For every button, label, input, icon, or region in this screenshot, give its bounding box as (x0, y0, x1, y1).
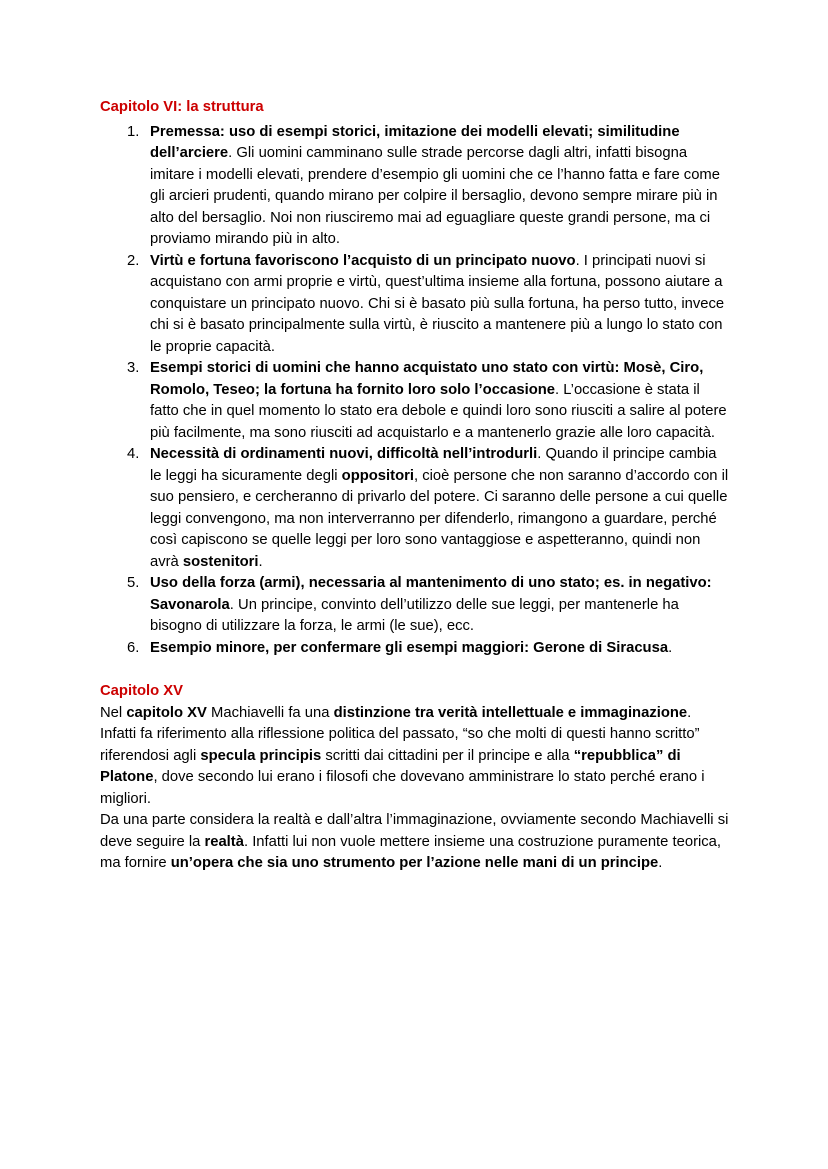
paragraph-capitolo-xv-2 (100, 810, 729, 875)
list-item (100, 122, 729, 251)
list-item (100, 358, 729, 444)
chapter-vi-list (100, 122, 729, 660)
text-run: scritti dai cittadini per il principe e alla (321, 747, 574, 764)
text-run: . Infatti fa riferimento alla riflessione politica del passato, “so che molti di questi hanno scritto” riferendosi agli (100, 704, 700, 764)
text-run: Nel (100, 704, 127, 721)
text-run: . (658, 855, 663, 871)
text-run: . Infatti lui non vuole mettere insieme una costruzione puramente teorica, ma fornire (100, 833, 722, 871)
list-item-text (150, 638, 729, 660)
list-number: 5. (127, 575, 140, 591)
list-item-text (150, 122, 729, 251)
list-item (100, 251, 729, 359)
list-number: 6. (127, 639, 140, 656)
bold-text-run: Esempi storici di uomini che hanno acquistato uno stato con virtù: Mosè, Ciro, Romolo, Teseo; la fortuna ha fornito loro solo l’occasione (150, 360, 704, 398)
bold-text-run: oppositori (341, 467, 414, 484)
bold-text-run: Esempio minore, per confermare gli esempi maggiori: Gerone di Siracusa (150, 639, 669, 656)
text-run: , dove secondo lui erano i filosofi che dovevano amministrare lo stato perché erano i migliori. (100, 769, 705, 807)
bold-text-run: Uso della forza (armi), necessaria al mantenimento di uno stato; es. in negativo: Savonarola (150, 575, 712, 613)
text-run: . (258, 553, 263, 570)
list-item-text (150, 251, 729, 359)
bold-text-run: capitolo XV (126, 704, 207, 721)
list-item-text (150, 444, 729, 573)
heading-capitolo-xv: Capitolo XV (100, 683, 184, 699)
paragraph-capitolo-xv-1 (100, 703, 729, 811)
bold-text-run: Premessa: uso di esempi storici, imitazione dei modelli elevati; similitudine dell’arciere (150, 123, 680, 161)
list-number: 2. (127, 252, 140, 269)
text-run: . Quando il principe cambia le leggi ha sicuramente degli (150, 446, 717, 484)
heading-capitolo-vi: Capitolo VI: la struttura (100, 99, 264, 115)
list-item (100, 444, 729, 573)
text-run: Da una parte considera la realtà e dall’altra l’immaginazione, ovviamente secondo Machiavelli si deve seguire la (100, 812, 729, 850)
bold-text-run: “repubblica” di Platone (100, 747, 681, 785)
bold-text-run: Necessità di ordinamenti nuovi, difficoltà nell’introdurli (150, 446, 538, 462)
bold-text-run: realtà (204, 833, 244, 850)
bold-text-run: sostenitori (182, 553, 259, 570)
list-item-text (150, 358, 729, 444)
list-number: 4. (127, 446, 140, 462)
bold-text-run: un’opera che sia uno strumento per l’azione nelle mani di un principe (170, 855, 659, 871)
text-run: . (668, 639, 673, 656)
list-item (100, 573, 729, 638)
bold-text-run: specula principis (200, 747, 322, 764)
list-item (100, 638, 729, 660)
list-number: 1. (127, 123, 140, 140)
text-run: . Un principe, convinto dell’utilizzo delle sue leggi, per mantenerle ha bisogno di utilizzare la forza, le armi (le sue), ecc. (150, 596, 679, 634)
bold-text-run: Virtù e fortuna favoriscono l’acquisto di un principato nuovo (150, 252, 576, 269)
bold-text-run: distinzione tra verità intellettuale e immaginazione (333, 704, 688, 721)
text-run: . I principati nuovi si acquistano con armi proprie e virtù, quest’ultima insieme alla fortuna, possono aiutare a conquistare un principato nuovo. Chi si è basato più sulla fortuna, ha perso tutto, invece chi si è basato principalmente sulla virtù, è riuscito a mantenere più a lungo lo stato con le proprie capacità. (150, 252, 725, 355)
text-run: , cioè persone che non saranno d’accordo con il suo pensiero, e cercheranno di privarlo del potere. Ci saranno delle persone a cui quelle leggi convengono, ma non interverranno per difenderlo, rimangono a guardare, perché così capiscono se quelle leggi per loro sono vantaggiose e aspetteranno, quindi non avrà (150, 467, 729, 570)
list-item-text (150, 573, 729, 638)
text-run: Machiavelli fa una (206, 704, 334, 721)
list-number: 3. (127, 360, 140, 376)
text-run: . L’occasione è stata il fatto che in quel momento lo stato era debole e quindi loro sono riusciti a salire al potere più facilmente, ma sono riusciti ad acquistarlo e a mantenerlo grazie alle loro capacità. (150, 381, 727, 441)
text-run: . Gli uomini camminano sulle strade percorse dagli altri, infatti bisogna imitare i modelli elevati, prendere d’esempio gli uomini che ce l’hanno fatta e fare come gli arcieri prudenti, quando mirano per colpire il bersaglio, devono sempre mirare più in alto del bersaglio. Noi non riusciremo mai ad eguagliare queste grandi persone, ma ci proviamo mirando più in alto. (150, 145, 720, 247)
